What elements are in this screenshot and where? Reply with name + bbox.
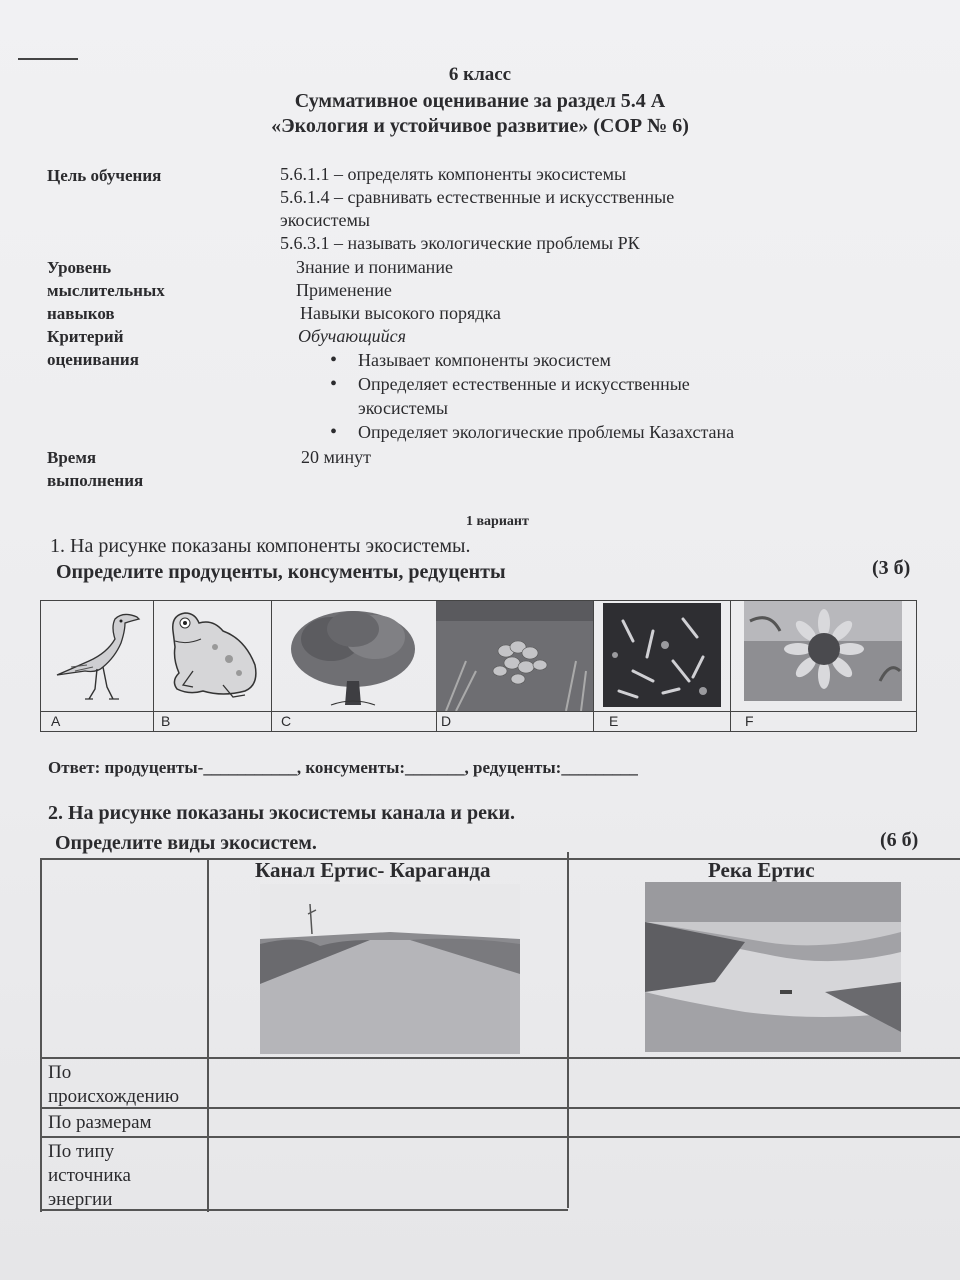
variant-label: 1 вариант — [466, 514, 529, 529]
frog-icon — [153, 601, 271, 711]
grade-heading: 6 класс — [448, 64, 512, 85]
consumers-label: , консументы: — [296, 758, 406, 777]
letter-f: F — [745, 713, 754, 729]
criterion-1: • Называет компоненты экосистем — [358, 349, 611, 372]
level-label-3: навыков — [47, 304, 115, 323]
q2-task: Определите виды экосистем. — [55, 832, 317, 854]
decomposers-blank[interactable]: _________ — [561, 758, 638, 777]
heron-icon — [41, 601, 153, 711]
level-1: Знание и понимание — [296, 257, 453, 277]
pen-mark — [18, 58, 78, 60]
row-origin-1: По — [48, 1062, 72, 1083]
image-d — [436, 601, 594, 711]
assessment-subtitle: «Экология и устойчивое развитие» (СОР № 6) — [271, 115, 689, 137]
bacteria-photo — [593, 601, 730, 711]
row-energy-1: По типу — [48, 1141, 115, 1162]
level-2: Применение — [296, 280, 392, 300]
learner-label: Обучающийся — [298, 326, 407, 346]
q2-text: 2. На рисунке показаны экосистемы канала и реки. — [48, 802, 515, 824]
row-energy-3: энергии — [48, 1189, 113, 1210]
river-origin-cell[interactable] — [569, 1059, 960, 1106]
assessment-title: Суммативное оценивание за раздел 5.4 А — [294, 90, 666, 112]
image-e — [593, 601, 731, 711]
producers-label: Ответ: продуценты- — [48, 758, 204, 777]
letter-d: D — [441, 713, 452, 729]
level-label-1: Уровень — [47, 258, 112, 277]
q2-points: (6 б) — [880, 829, 919, 851]
criteria-label-2: оценивания — [47, 350, 139, 369]
consumers-blank[interactable]: _______ — [405, 758, 465, 777]
river-photo — [645, 882, 901, 1052]
canal-energy-cell[interactable] — [209, 1138, 566, 1208]
image-a — [41, 601, 154, 711]
canal-header: Канал Ертис- Караганда — [255, 858, 491, 882]
letter-a: A — [51, 713, 61, 729]
criteria-label-1: Критерий — [47, 327, 124, 346]
canal-origin-cell[interactable] — [209, 1059, 566, 1106]
q1-text: 1. На рисунке показаны компоненты экосистемы. — [50, 535, 471, 557]
goal-2-cont: экосистемы — [280, 210, 370, 230]
level-label-2: мыслительных — [47, 281, 165, 300]
goal-3: 5.6.3.1 – называть экологические проблемы РК — [280, 233, 640, 253]
criterion-2: • Определяет естественные и искусственные — [358, 373, 690, 396]
criterion-2-cont: экосистемы — [358, 398, 448, 418]
image-b — [153, 601, 272, 711]
ecosystem-components-strip — [40, 600, 917, 732]
goal-2: 5.6.1.4 – сравнивать естественные и искусственные — [280, 187, 675, 207]
decomposers-label: , редуценты: — [464, 758, 562, 777]
canal-photo — [260, 884, 520, 1054]
letter-e: E — [609, 713, 619, 729]
goal-1: 5.6.1.1 – определять компоненты экосистемы — [280, 164, 627, 184]
letter-b: B — [161, 713, 171, 729]
row-size: По размерам — [48, 1112, 152, 1133]
level-3: Навыки высокого порядка — [300, 303, 501, 323]
image-f — [730, 601, 916, 711]
q1-task: Определите продуценты, консументы, редуценты — [56, 561, 506, 583]
sunflower-photo — [730, 601, 916, 711]
mushrooms-photo — [436, 601, 593, 711]
answer-line — [48, 758, 638, 778]
criterion-3: • Определяет экологические проблемы Казахстана — [358, 421, 734, 444]
time-label-2: выполнения — [47, 471, 144, 490]
q1-points: (3 б) — [872, 557, 911, 579]
letter-c: C — [281, 713, 292, 729]
image-letters-row — [41, 711, 916, 732]
ecosystem-types-table — [40, 852, 960, 1212]
river-energy-cell[interactable] — [569, 1138, 960, 1208]
river-header: Река Ертис — [708, 858, 815, 882]
goal-label: Цель обучения — [47, 166, 162, 185]
canal-size-cell[interactable] — [209, 1109, 566, 1135]
image-c — [271, 601, 437, 711]
tree-icon — [271, 601, 436, 711]
row-origin-2: происхождению — [48, 1086, 180, 1107]
time-label-1: Время — [47, 448, 97, 467]
river-size-cell[interactable] — [569, 1109, 960, 1135]
time-value: 20 минут — [301, 447, 372, 467]
row-energy-2: источника — [48, 1165, 131, 1186]
producers-blank[interactable]: ___________ — [203, 758, 297, 777]
